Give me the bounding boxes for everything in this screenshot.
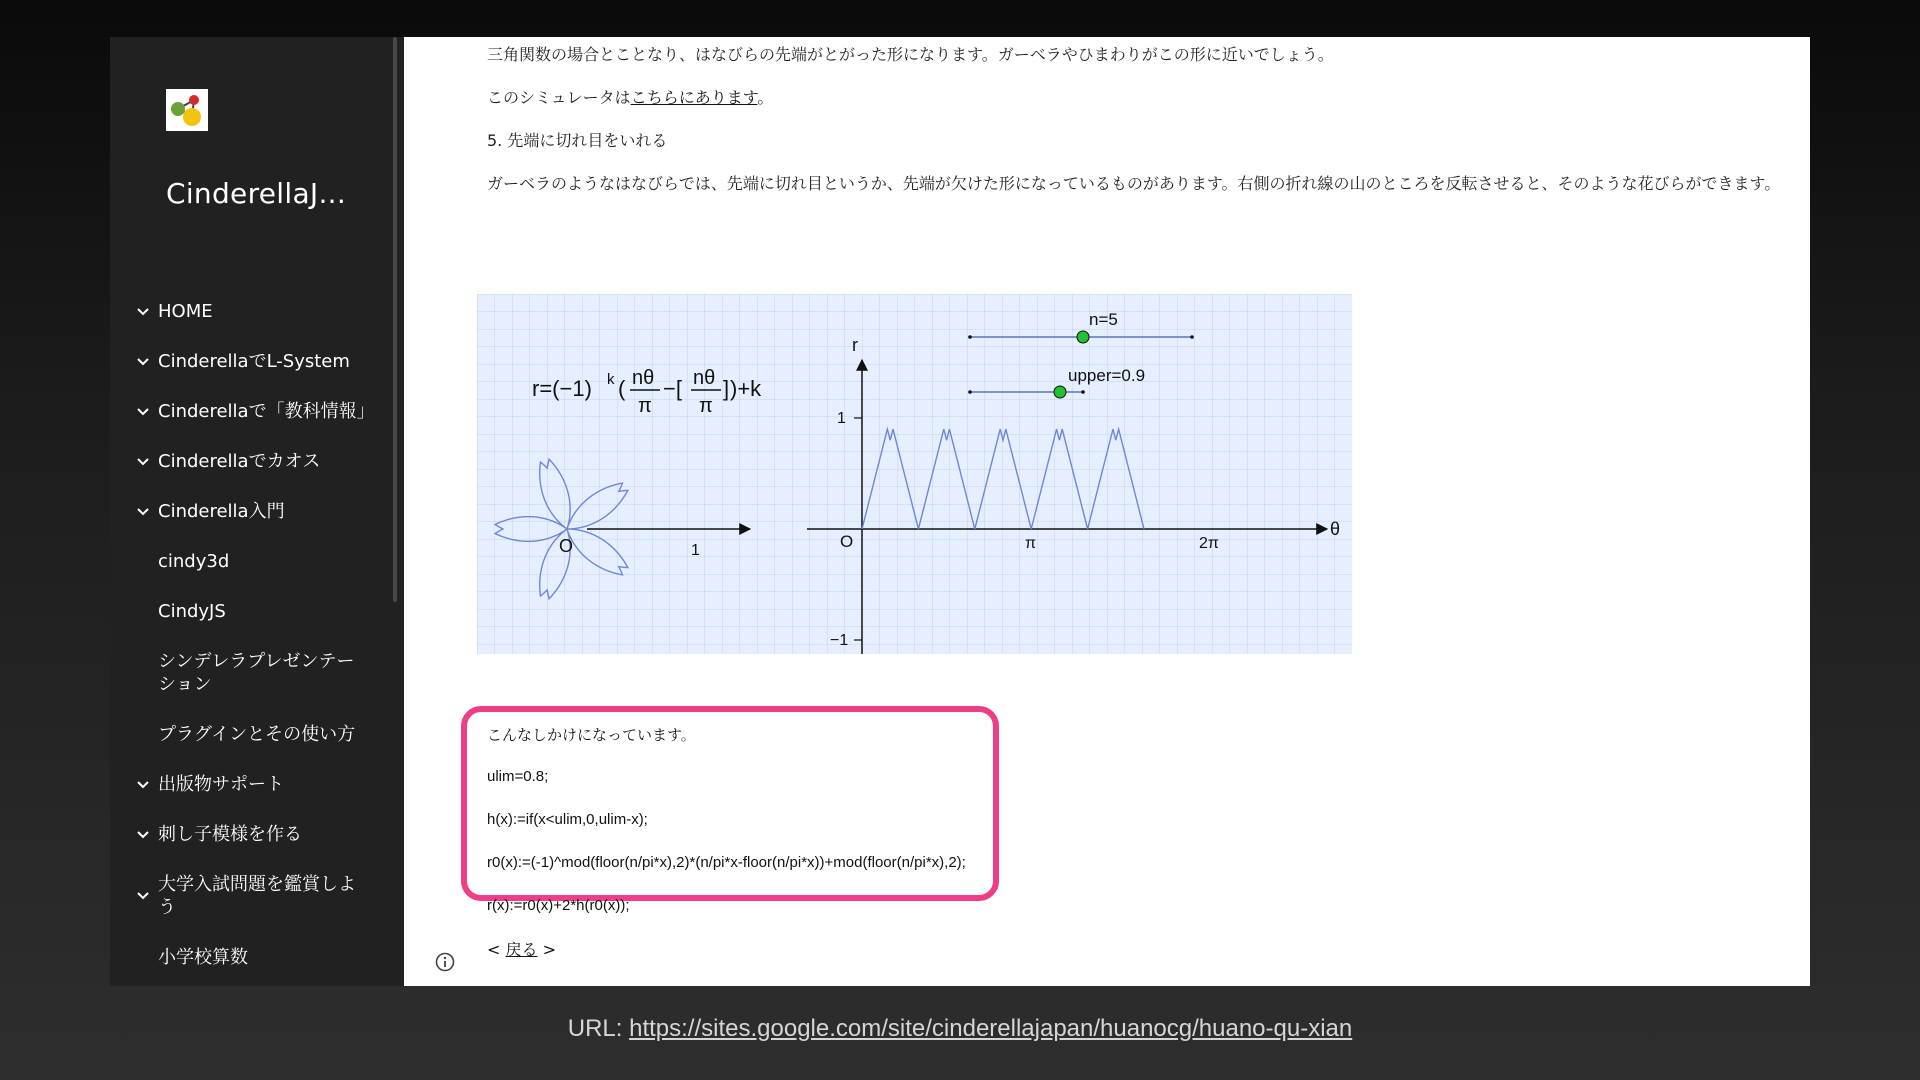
sidebar-item[interactable] bbox=[134, 600, 394, 623]
url-link[interactable]: https://sites.google.com/site/cinderellajapan/huanocg/huano-qu-xian bbox=[629, 1015, 1353, 1042]
chevron-down-icon[interactable] bbox=[134, 353, 152, 371]
paragraph-triangle: 三角関数の場合とことなり、はなびらの先端がとがった形になります。ガーベラやひまわりがこの形に近いでしょう。 bbox=[487, 45, 1334, 64]
chevron-down-icon[interactable] bbox=[134, 403, 152, 421]
url-caption bbox=[0, 1015, 1920, 1043]
flower-curve-figure bbox=[477, 294, 1352, 654]
page-content bbox=[404, 37, 1810, 986]
slider-upper-handle bbox=[1054, 386, 1066, 398]
simulator-text: このシミュレータは bbox=[487, 88, 631, 107]
sidebar-item-label: Cinderella入門 bbox=[158, 501, 285, 522]
chevron-down-icon[interactable] bbox=[134, 826, 152, 844]
formula-frac2-num: nθ bbox=[693, 367, 716, 389]
sidebar-item[interactable] bbox=[134, 946, 394, 969]
slider-n-label: n=5 bbox=[1089, 310, 1118, 329]
section-heading-5: 5. 先端に切れ目をいれる bbox=[487, 131, 668, 150]
svg-text:]: ] bbox=[723, 376, 730, 401]
back-suffix: > bbox=[537, 940, 557, 959]
sidebar-item-label: Cinderellaでカオス bbox=[158, 451, 321, 472]
sidebar-item[interactable] bbox=[134, 823, 394, 846]
tick-minus-one-label: −1 bbox=[830, 632, 849, 649]
slider-n-handle bbox=[1077, 331, 1089, 343]
sidebar-item-label: 小学校算数 bbox=[158, 947, 248, 968]
svg-text:−[: −[ bbox=[663, 376, 682, 401]
chevron-down-icon[interactable] bbox=[134, 887, 152, 905]
sidebar-item[interactable] bbox=[134, 300, 394, 323]
polar-origin-label: O bbox=[559, 536, 574, 556]
r-axis-label: r bbox=[852, 335, 858, 355]
code-line-r0: r0(x):=(-1)^mod(floor(n/pi*x),2)*(n/pi*x-floor(n/pi*x))+mod(floor(n/pi*x),2); bbox=[487, 854, 966, 871]
sidebar-item[interactable] bbox=[134, 550, 394, 573]
code-intro: こんなしかけになっています。 bbox=[487, 726, 696, 744]
browser-screenshot bbox=[110, 37, 1810, 986]
sidebar-item[interactable] bbox=[134, 773, 394, 796]
code-line-ulim: ulim=0.8; bbox=[487, 768, 549, 785]
slider-upper-label: upper=0.9 bbox=[1068, 366, 1146, 385]
svg-text:(: ( bbox=[618, 376, 626, 401]
polar-one-label: 1 bbox=[691, 542, 700, 559]
sidebar-item[interactable] bbox=[134, 873, 364, 919]
sidebar-item-label: プラグインとその使い方 bbox=[158, 724, 356, 745]
code-line-r: r(x):=r0(x)+2*h(r0(x)); bbox=[487, 897, 630, 914]
sidebar-item[interactable] bbox=[134, 350, 394, 373]
sidebar-item[interactable] bbox=[134, 500, 394, 523]
url-label: URL: bbox=[567, 1015, 630, 1042]
chevron-down-icon[interactable] bbox=[134, 453, 152, 471]
back-nav bbox=[487, 937, 556, 960]
sidebar-item-label: cindy3d bbox=[158, 551, 230, 572]
formula-right: )+k bbox=[730, 376, 762, 401]
tick-one-label: 1 bbox=[837, 410, 846, 427]
formula-frac1-den: π bbox=[638, 395, 652, 417]
info-icon[interactable] bbox=[435, 952, 455, 972]
chevron-down-icon[interactable] bbox=[134, 776, 152, 794]
site-logo-icon[interactable] bbox=[166, 89, 208, 131]
theta-axis-label: θ bbox=[1330, 519, 1341, 539]
sidebar-item-label: シンデレラプレゼンテーション bbox=[158, 651, 355, 695]
sidebar-item[interactable] bbox=[134, 400, 394, 423]
sidebar-item-label: Cinderellaで「教科情報」 bbox=[158, 401, 375, 422]
code-line-h: h(x):=if(x<ulim,0,ulim-x); bbox=[487, 811, 648, 828]
back-link[interactable]: 戻る bbox=[505, 940, 538, 959]
sidebar-item-label: 刺し子模様を作る bbox=[158, 824, 302, 845]
sidebar-item-label: 出版物サポート bbox=[158, 774, 284, 795]
formula-frac2-den: π bbox=[699, 395, 713, 417]
paragraph-simulator bbox=[487, 84, 773, 112]
formula-sup: k bbox=[607, 371, 615, 388]
formula-left: r=(−1) bbox=[532, 376, 592, 401]
paragraph-gerbera: ガーベラのようなはなびらでは、先端に切れ目というか、先端が欠けた形になっているものがあります。右側の折れ線の山のところを反転させると、そのような花びらができます。 bbox=[487, 174, 1781, 193]
chevron-down-icon[interactable] bbox=[134, 503, 152, 521]
figure-grid bbox=[477, 294, 1352, 654]
simulator-link[interactable]: こちらにあります bbox=[630, 88, 758, 107]
sidebar-item-label: 大学入試問題を鑑賞しよう bbox=[158, 874, 356, 918]
back-prefix: < bbox=[487, 940, 506, 959]
simulator-suffix: 。 bbox=[757, 88, 774, 107]
sidebar bbox=[110, 37, 404, 986]
tick-pi-label: π bbox=[1025, 535, 1037, 552]
formula-frac1-num: nθ bbox=[632, 367, 655, 389]
sidebar-item-label: CindyJS bbox=[158, 601, 226, 622]
sidebar-item[interactable] bbox=[134, 450, 394, 473]
sidebar-item-label: HOME bbox=[158, 301, 213, 322]
tick-2pi-label: 2π bbox=[1199, 535, 1219, 552]
graph-origin-label: O bbox=[840, 532, 854, 551]
sidebar-item-label: CinderellaでL-System bbox=[158, 351, 350, 372]
sidebar-item[interactable] bbox=[134, 650, 364, 696]
sidebar-item[interactable] bbox=[134, 723, 394, 746]
chevron-down-icon[interactable] bbox=[134, 303, 152, 321]
site-title[interactable]: CinderellaJ... bbox=[166, 177, 347, 210]
